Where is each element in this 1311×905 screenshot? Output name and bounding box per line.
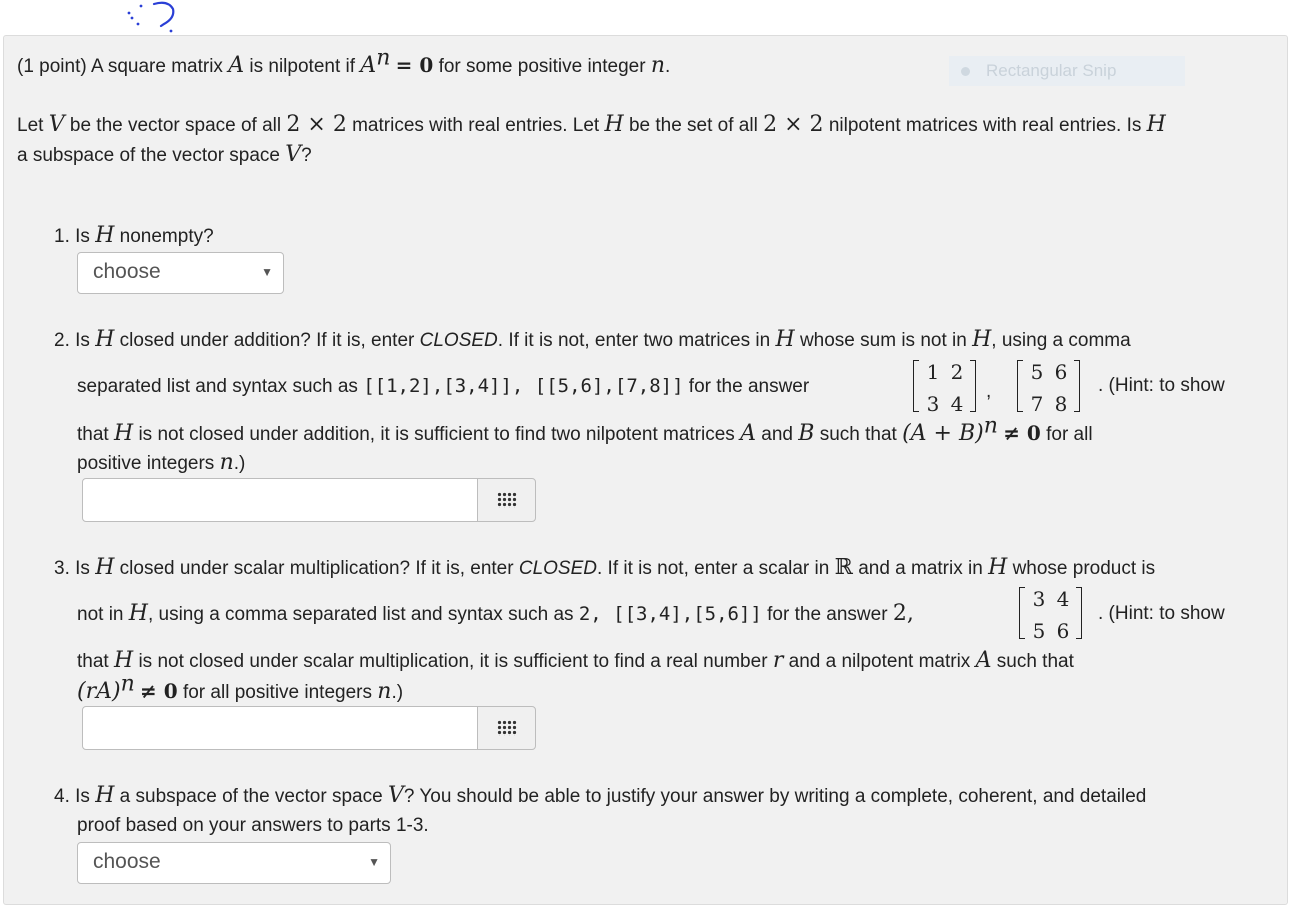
q4-select[interactable]: choose ▼	[77, 842, 391, 884]
dropdown-arrow-icon: ▼	[368, 855, 380, 869]
matrix-1: 1 2 3 4	[913, 360, 963, 412]
matrix-comma: ,	[986, 381, 992, 402]
question-3-syntax: not in H, using a comma separated list and syntax such as 2, [[3,4],[5,6]] for the answer 2,	[77, 601, 914, 626]
question-1: 1. Is H nonempty?	[54, 223, 214, 248]
grid-icon	[497, 492, 517, 508]
question-2: 2. Is H closed under addition? If it is, enter CLOSED. If it is not, enter two matrices in H whose sum is not in H, using a comma	[54, 327, 1131, 352]
dropdown-arrow-icon: ▼	[261, 265, 273, 279]
pen-scribble	[120, 0, 180, 34]
q2-answer-input[interactable]	[82, 478, 478, 522]
question-2-hint-end: positive integers n.)	[77, 450, 246, 475]
question-3: 3. Is H closed under scalar multiplication? If it is, enter CLOSED. If it is not, enter a scalar in ℝ and a matrix in H whose product is	[54, 555, 1156, 580]
question-2-hint-start: . (Hint: to show	[1098, 375, 1225, 396]
question-4-cont: proof based on your answers to parts 1-3.	[77, 815, 429, 836]
question-2-hint: that H is not closed under addition, it is sufficient to find two nilpotent matrices A and B such that $(A + B)^n \ne 0$ for all	[77, 413, 1093, 446]
q1-select[interactable]: choose ▼	[77, 252, 284, 294]
question-3-hint-end: (rA)$^n$ ≠ 0 for all positive integers n.)	[77, 671, 404, 704]
question-4: 4. Is H a subspace of the vector space V? You should be able to justify your answer by writing a complete, coherent, and detailed	[54, 783, 1147, 808]
problem-statement-cont: a subspace of the vector space V?	[17, 142, 312, 167]
question-2-syntax: separated list and syntax such as [[1,2],[3,4]], [[5,6],[7,8]] for the answer	[77, 375, 810, 397]
q2-matrix-button[interactable]	[477, 478, 536, 522]
problem-statement: Let V be the vector space of all 2 × 2 matrices with real entries. Let H be the set of all 2 × 2 nilpotent matrices with real entries. Is H	[17, 112, 1166, 137]
q3-matrix-button[interactable]	[477, 706, 536, 750]
matrix-2: 5 6 7 8	[1017, 360, 1067, 412]
record-dot-icon	[961, 67, 970, 76]
snip-overlay: Rectangular Snip	[949, 56, 1185, 86]
grid-icon	[497, 720, 517, 736]
q3-answer-input[interactable]	[82, 706, 478, 750]
problem-intro: (1 point) A square matrix A is nilpotent if $A^n = 0$ for some positive integer n.	[17, 45, 671, 78]
matrix-3: 3 4 5 6	[1019, 587, 1069, 639]
question-3-hint: that H is not closed under scalar multiplication, it is sufficient to find a real number r and a nilpotent matrix A such that	[77, 648, 1074, 673]
question-3-hint-start: . (Hint: to show	[1098, 603, 1225, 624]
